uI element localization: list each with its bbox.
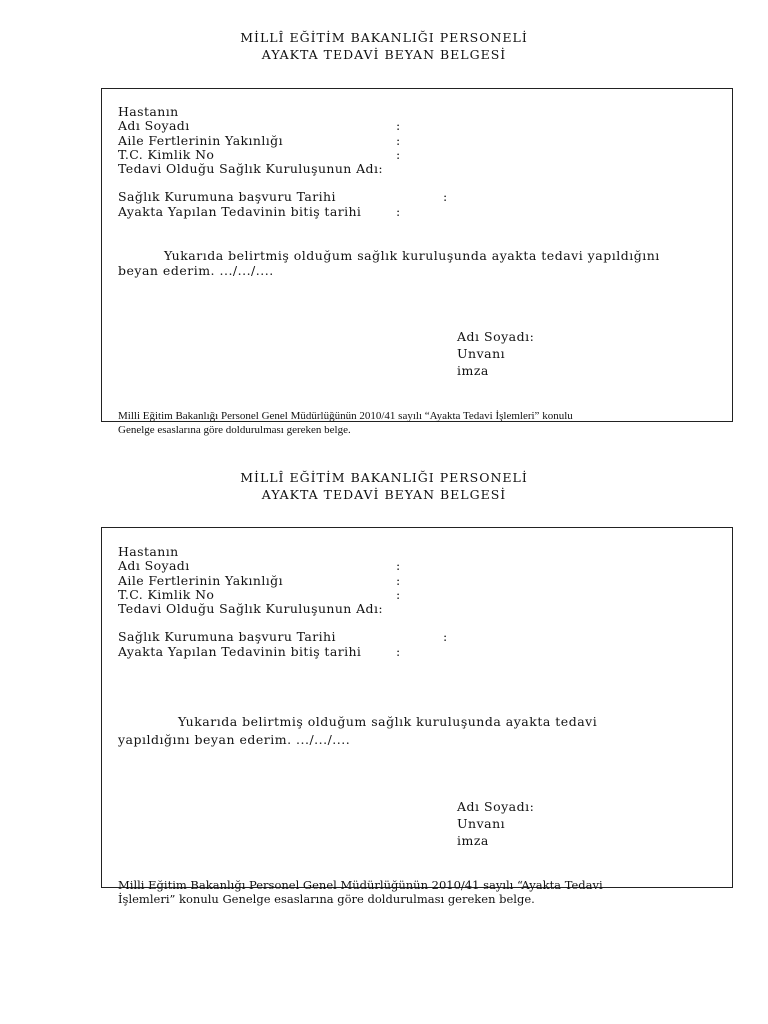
field-colon: :: [396, 558, 401, 574]
form-2-fields: [118, 544, 448, 659]
field-colon: :: [396, 132, 401, 148]
field-label: Ayakta Yapılan Tedavinin bitiş tarihi: [118, 643, 362, 659]
form-title-line1: MİLLÎ EĞİTİM BAKANLIĞI PERSONELİ: [240, 30, 528, 45]
field-label: Adı Soyadı: [118, 118, 190, 134]
field-label: Tedavi Olduğu Sağlık Kuruluşunun Adı:: [118, 161, 383, 177]
field-colon: :: [443, 629, 448, 645]
signature-block: [457, 799, 534, 850]
field-application-date: [118, 189, 448, 205]
statement-line1: Yukarıda belirtmiş olduğum sağlık kuruluşunda ayakta tedavi yapıldığını: [164, 248, 660, 263]
field-relation: [118, 572, 401, 588]
footnote: [118, 878, 603, 906]
field-name: [118, 118, 401, 134]
footnote-line1: Milli Eğitim Bakanlığı Personel Genel Müdürlüğünün 2010/41 sayılı “Ayakta Tedavi İşlemleri” konulu: [118, 410, 573, 422]
field-label: Aile Fertlerinin Yakınlığı: [118, 572, 283, 588]
signature-title: Unvanı: [457, 346, 506, 361]
field-label: T.C. Kimlik No: [118, 586, 215, 602]
signature-name: Adı Soyadı:: [457, 799, 535, 814]
signature-name: Adı Soyadı:: [457, 329, 535, 344]
field-institution: [118, 602, 383, 616]
signature-title: Unvanı: [457, 816, 506, 831]
field-colon: :: [396, 586, 401, 602]
form-title-line2: AYAKTA TEDAVİ BEYAN BELGESİ: [261, 487, 507, 502]
field-colon: :: [396, 118, 401, 134]
form-title-line1: MİLLÎ EĞİTİM BAKANLIĞI PERSONELİ: [240, 470, 528, 485]
footnote-line1: Milli Eğitim Bakanlığı Personel Genel Müdürlüğünün 2010/41 sayılı “Ayakta Tedavi: [118, 878, 603, 892]
field-label: Adı Soyadı: [118, 558, 190, 574]
field-institution: [118, 162, 383, 176]
field-tc-id: [118, 146, 401, 162]
form-title-line2: AYAKTA TEDAVİ BEYAN BELGESİ: [261, 47, 507, 62]
form-1-fields: [118, 104, 448, 219]
statement-line2: yapıldığını beyan ederim. .../.../....: [118, 732, 351, 747]
field-application-date: [118, 629, 448, 645]
field-colon: :: [396, 203, 401, 219]
signature-sign: imza: [457, 833, 489, 848]
footnote: [118, 410, 573, 437]
field-end-date: [118, 203, 401, 219]
field-label: Ayakta Yapılan Tedavinin bitiş tarihi: [118, 203, 362, 219]
field-label: Sağlık Kurumuna başvuru Tarihi: [118, 189, 336, 205]
field-colon: :: [396, 146, 401, 162]
footnote-line2: İşlemleri” konulu Genelge esaslarına göre doldurulması gereken belge.: [118, 892, 535, 906]
statement-line2: beyan ederim. .../.../....: [118, 263, 274, 278]
signature-sign: imza: [457, 363, 489, 378]
field-label: Sağlık Kurumuna başvuru Tarihi: [118, 629, 336, 645]
signature-block: [457, 329, 534, 380]
field-label: Aile Fertlerinin Yakınlığı: [118, 132, 283, 148]
field-tc-id: [118, 586, 401, 602]
footnote-line2: Genelge esaslarına göre doldurulması gereken belge.: [118, 423, 351, 436]
field-name: [118, 558, 401, 574]
patient-heading: Hastanın: [118, 104, 179, 119]
field-end-date: [118, 643, 401, 659]
field-label: T.C. Kimlik No: [118, 146, 215, 162]
field-colon: :: [443, 189, 448, 205]
patient-heading: Hastanın: [118, 544, 179, 559]
field-colon: :: [396, 643, 401, 659]
field-relation: [118, 132, 401, 148]
statement-line1: Yukarıda belirtmiş olduğum sağlık kuruluşunda ayakta tedavi: [178, 714, 598, 729]
field-colon: :: [396, 572, 401, 588]
field-label: Tedavi Olduğu Sağlık Kuruluşunun Adı:: [118, 601, 383, 617]
